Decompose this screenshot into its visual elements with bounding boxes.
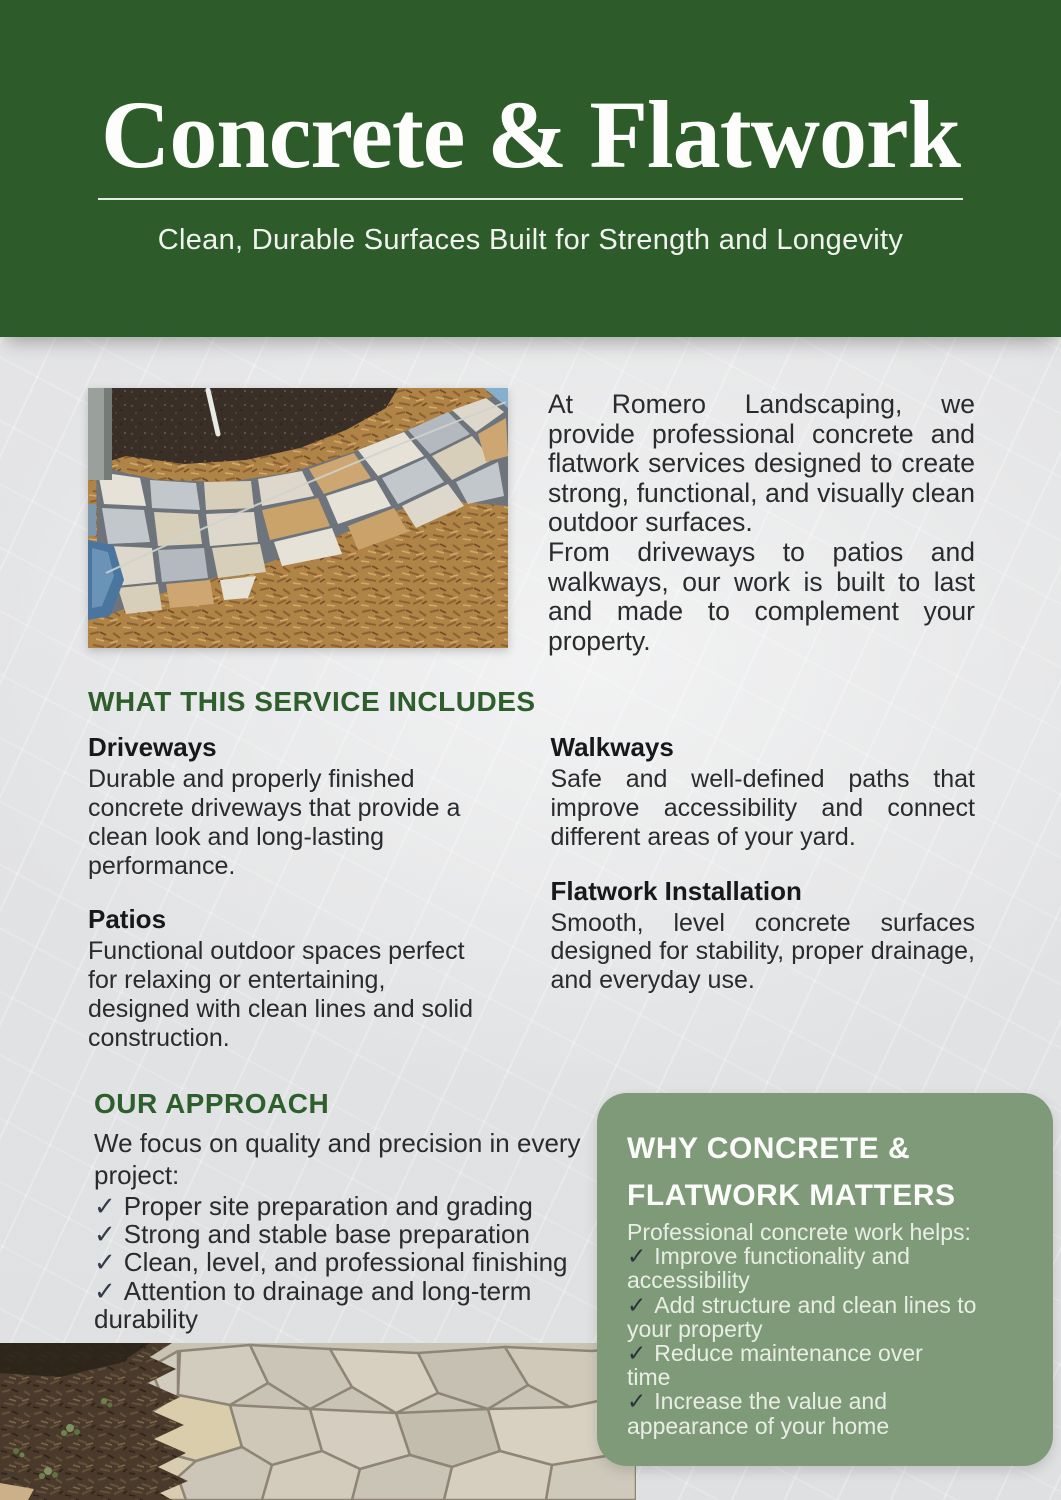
why-check-item — [627, 1293, 1019, 1341]
why-heading-line2: FLATWORK MATTERS — [627, 1179, 956, 1212]
approach-item-label: Strong and stable base preparation — [123, 1219, 530, 1250]
why-item-label: Increase the value and appearance of your home — [627, 1388, 890, 1439]
why-item-label: Improve functionality and accessibility — [627, 1243, 910, 1294]
approach-item-label: Attention to drainage and long-term durability — [94, 1275, 532, 1334]
walkway-photo-art — [88, 388, 508, 648]
page-title: Concrete & Flatwork — [101, 81, 960, 188]
why-item-label: Add structure and clean lines to your property — [627, 1291, 977, 1342]
check-icon: ✓ — [94, 1190, 116, 1221]
services-section — [88, 686, 975, 1076]
why-check-item — [627, 1341, 957, 1389]
approach-item-label: Clean, level, and professional finishing — [123, 1247, 568, 1278]
why-check-item — [627, 1389, 949, 1437]
service-title: Walkways — [550, 732, 674, 763]
pavement-photo — [0, 1343, 636, 1500]
approach-check-item — [94, 1220, 599, 1248]
why-check-item — [627, 1244, 972, 1292]
page-subtitle: Clean, Durable Surfaces Built for Strength and Longevity — [157, 224, 904, 257]
service-body: Durable and properly finished concrete driveways that provide a clean look and long-lasting performance. — [88, 765, 461, 880]
check-icon: ✓ — [627, 1291, 647, 1318]
check-icon: ✓ — [627, 1243, 647, 1270]
approach-check-item — [94, 1277, 599, 1334]
approach-heading: OUR APPROACH — [94, 1088, 330, 1120]
services-columns — [88, 732, 975, 1076]
approach-lead: We focus on quality and precision in every project: — [94, 1128, 581, 1191]
service-body: Smooth, level concrete surfaces designed for stability, proper drainage, and everyday use. — [550, 908, 975, 995]
header-banner — [0, 0, 1061, 337]
intro-text — [548, 390, 975, 656]
check-icon: ✓ — [94, 1219, 116, 1250]
service-item-walkways — [551, 732, 976, 851]
service-title: Flatwork Installation — [550, 875, 802, 906]
why-heading-line1: WHY CONCRETE & — [627, 1132, 911, 1165]
pavement-photo-art — [0, 1343, 636, 1500]
services-heading: WHAT THIS SERVICE INCLUDES — [88, 686, 536, 718]
title-divider — [98, 198, 963, 200]
intro-section — [88, 388, 975, 656]
services-column-right — [551, 732, 976, 1076]
walkway-photo — [88, 388, 508, 648]
approach-section — [94, 1088, 599, 1333]
service-item-patios — [88, 904, 513, 1052]
check-icon: ✓ — [627, 1388, 647, 1415]
approach-check-item — [94, 1192, 599, 1220]
service-body: Functional outdoor spaces perfect for relaxing or entertaining, designed with clean lines and solid construction. — [88, 937, 473, 1052]
service-title: Driveways — [88, 732, 217, 763]
why-lead: Professional concrete work helps: — [627, 1219, 971, 1245]
check-icon: ✓ — [94, 1275, 116, 1306]
service-item-flatwork-installation — [551, 876, 976, 995]
intro-paragraph-1: At Romero Landscaping, we provide professional concrete and flatwork services designed to create strong, functional, and visually clean outdoor surfaces. — [548, 389, 975, 538]
service-title: Patios — [88, 904, 167, 935]
check-icon: ✓ — [94, 1247, 116, 1278]
service-body: Safe and well-defined paths that improve accessibility and connect different areas of your yard. — [550, 765, 975, 851]
intro-paragraph-2: From driveways to patios and walkways, our work is built to last and made to complement your property. — [548, 536, 975, 656]
why-item-label: Reduce maintenance over time — [627, 1340, 923, 1391]
check-icon: ✓ — [627, 1340, 647, 1367]
why-matters-card — [597, 1093, 1053, 1466]
why-heading — [627, 1125, 1033, 1219]
service-item-driveways — [88, 732, 513, 880]
approach-check-item — [94, 1248, 599, 1276]
approach-item-label: Proper site preparation and grading — [123, 1190, 533, 1221]
services-column-left — [88, 732, 513, 1076]
